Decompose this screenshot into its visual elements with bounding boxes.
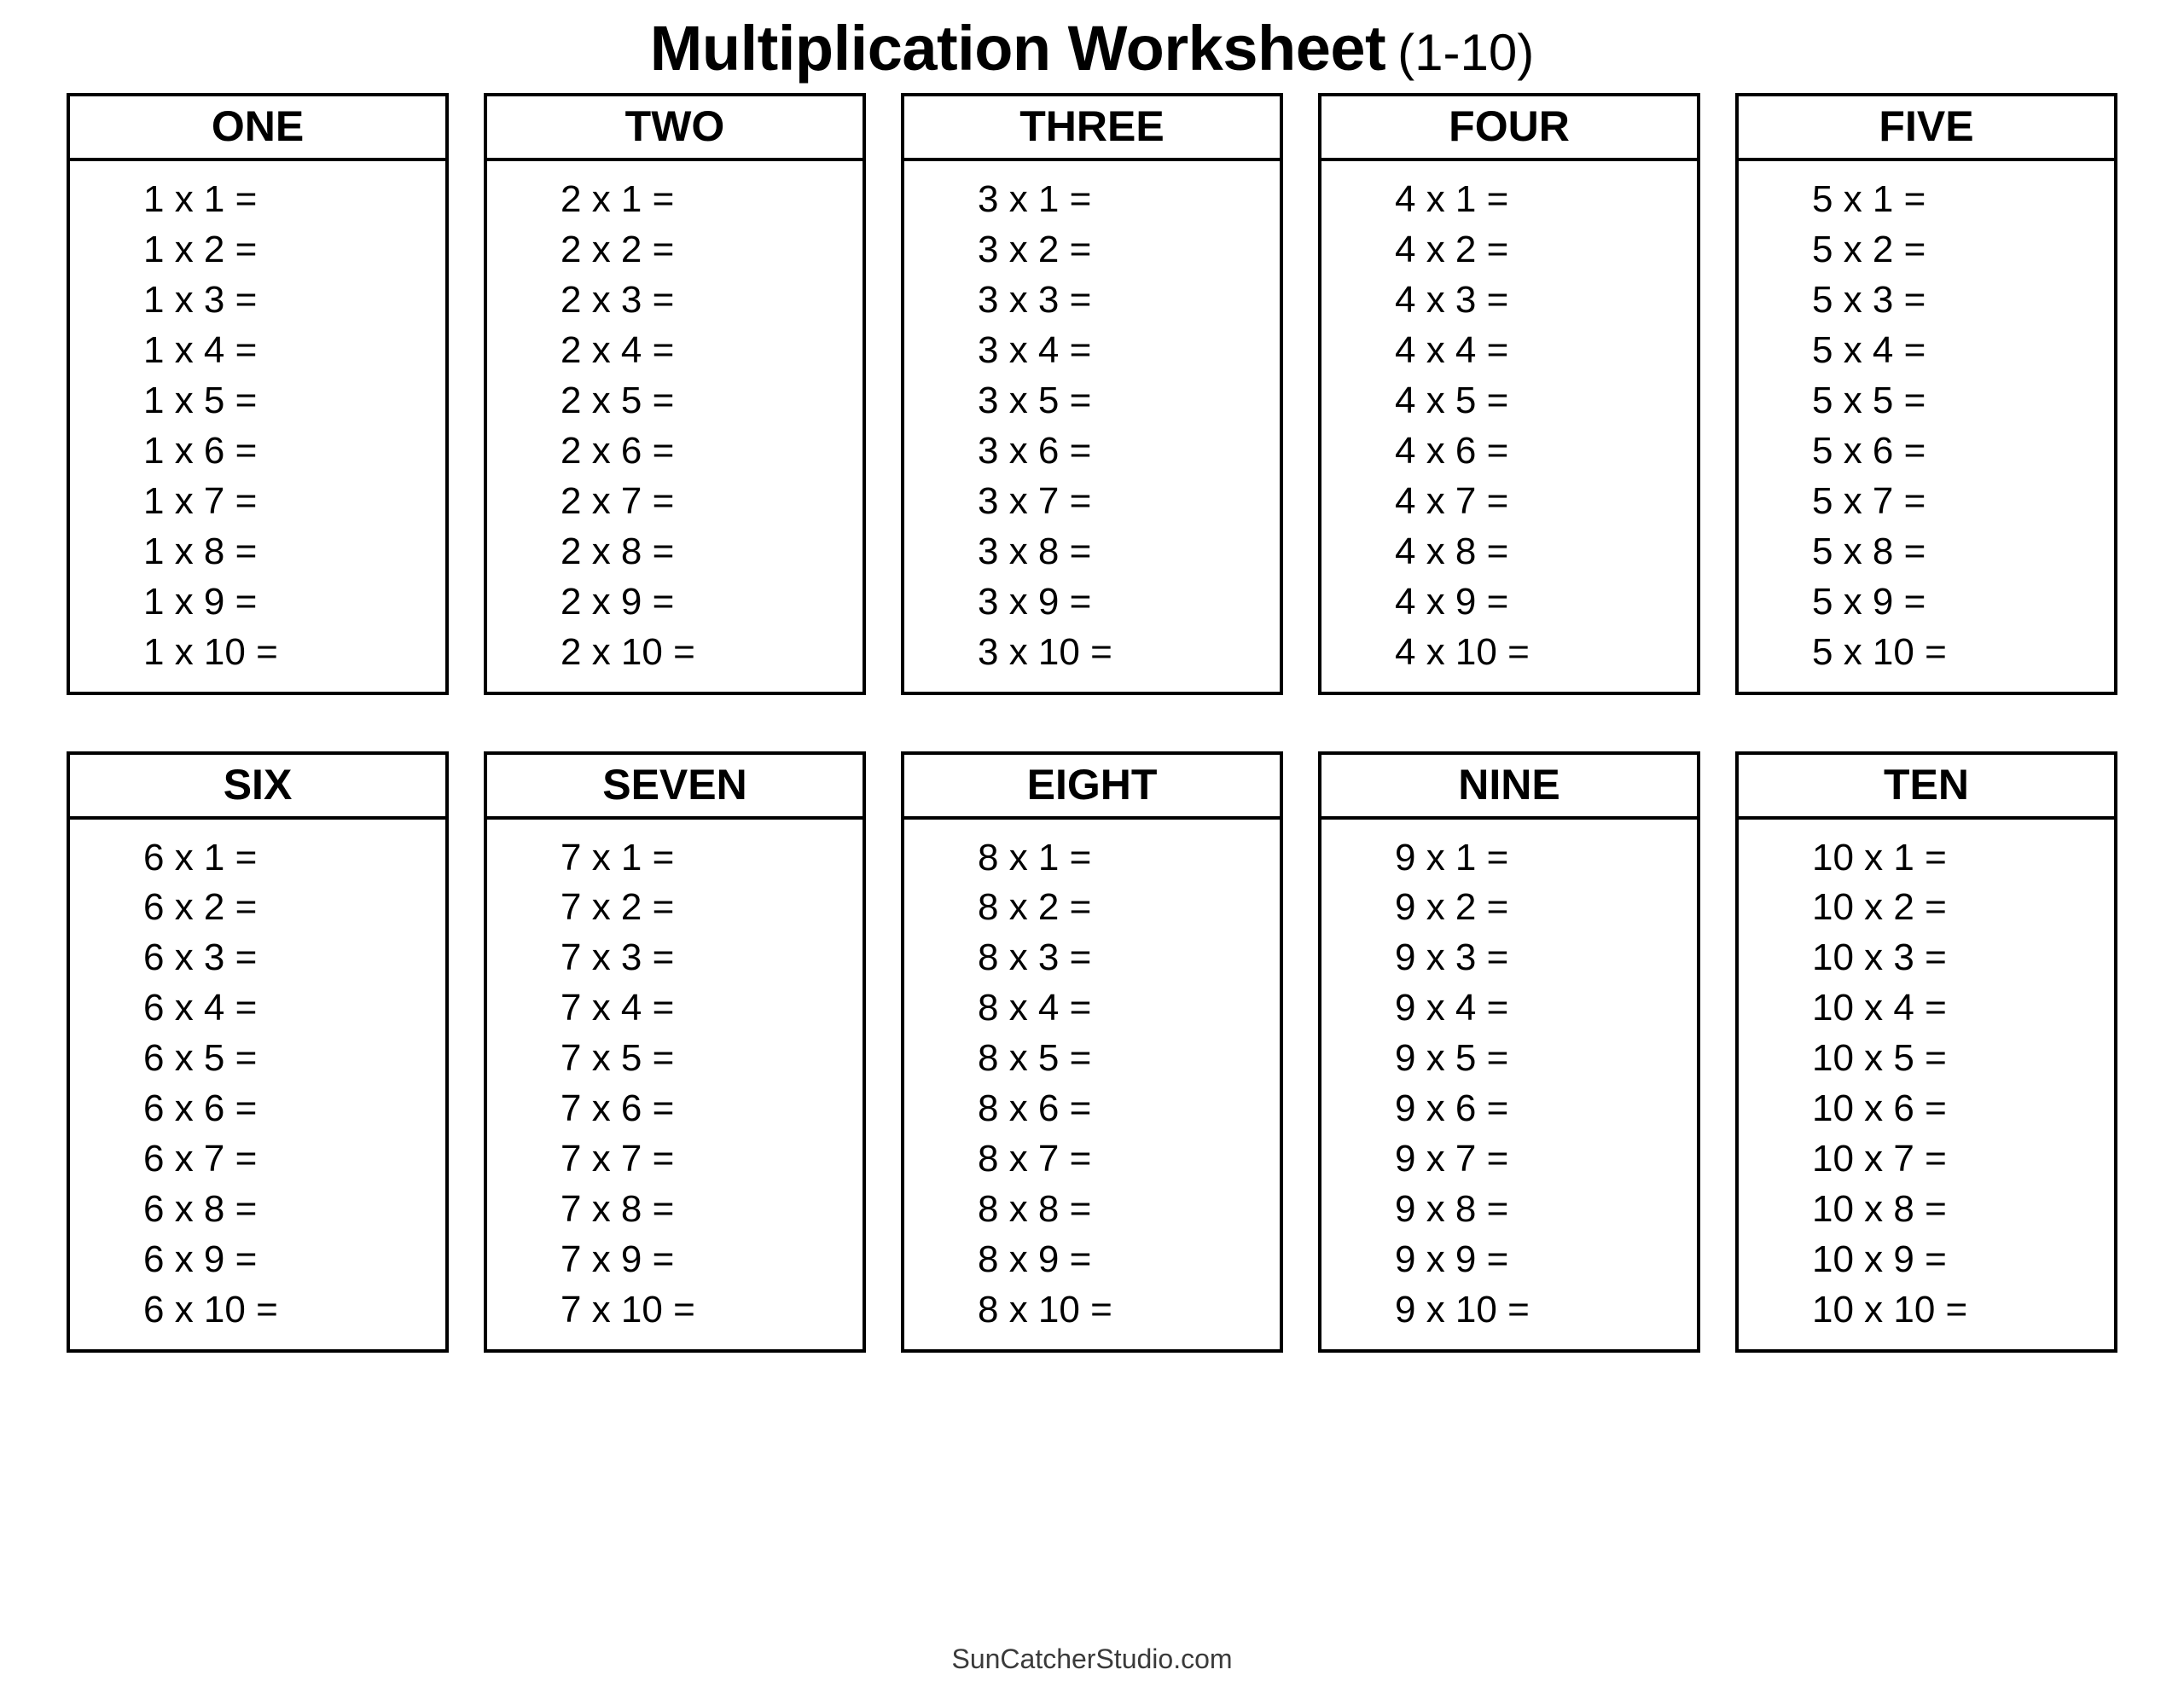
problem-line: 5 x 7 = [1812, 479, 1926, 522]
problem-line: 1 x 2 = [143, 228, 258, 270]
problem-line: 3 x 2 = [978, 228, 1092, 270]
times-table-card [901, 751, 1283, 1354]
problem-line: 7 x 3 = [561, 936, 675, 979]
problem-line: 4 x 7 = [1395, 479, 1509, 522]
problem-line: 5 x 10 = [1812, 630, 1947, 673]
problem-line: 8 x 4 = [978, 987, 1092, 1029]
problem-line: 9 x 2 = [1395, 886, 1509, 929]
problem-line: 9 x 3 = [1395, 936, 1509, 979]
problem-line: 4 x 2 = [1395, 228, 1509, 270]
problem-line: 2 x 4 = [561, 328, 675, 371]
times-table-card [67, 93, 449, 695]
problem-line: 10 x 1 = [1812, 836, 1947, 878]
problem-line: 4 x 9 = [1395, 580, 1509, 623]
problem-line: 5 x 9 = [1812, 580, 1926, 623]
times-table-heading: SEVEN [487, 755, 863, 820]
problem-line: 3 x 6 = [978, 429, 1092, 472]
problem-line: 8 x 5 = [978, 1037, 1092, 1080]
problem-line: 1 x 3 = [143, 278, 258, 321]
problem-line: 9 x 4 = [1395, 987, 1509, 1029]
problem-line: 6 x 8 = [143, 1188, 258, 1231]
problem-line: 2 x 6 = [561, 429, 675, 472]
problem-line: 8 x 10 = [978, 1289, 1112, 1331]
problem-line: 6 x 1 = [143, 836, 258, 878]
problem-line: 1 x 8 = [143, 530, 258, 572]
problem-line: 6 x 2 = [143, 886, 258, 929]
problem-line: 1 x 10 = [143, 630, 278, 673]
times-table-card [1735, 751, 2117, 1354]
problem-line: 8 x 9 = [978, 1238, 1092, 1281]
problem-line: 7 x 7 = [561, 1138, 675, 1180]
problem-line: 10 x 7 = [1812, 1138, 1947, 1180]
problem-line: 4 x 5 = [1395, 379, 1509, 421]
problem-line: 3 x 3 = [978, 278, 1092, 321]
problem-line: 7 x 5 = [561, 1037, 675, 1080]
times-table-body [1321, 161, 1697, 692]
problem-line: 2 x 2 = [561, 228, 675, 270]
times-table-heading: TWO [487, 96, 863, 161]
times-table-body [487, 820, 863, 1350]
times-table-body [487, 161, 863, 692]
problem-line: 4 x 8 = [1395, 530, 1509, 572]
times-table-body [1739, 820, 2114, 1350]
problem-line: 2 x 9 = [561, 580, 675, 623]
times-table-body [70, 161, 445, 692]
problem-line: 1 x 4 = [143, 328, 258, 371]
times-table-card [484, 751, 866, 1354]
tables-container [67, 93, 2117, 1353]
problem-line: 6 x 3 = [143, 936, 258, 979]
problem-line: 6 x 7 = [143, 1138, 258, 1180]
problem-line: 3 x 4 = [978, 328, 1092, 371]
problem-line: 2 x 8 = [561, 530, 675, 572]
problem-line: 6 x 4 = [143, 987, 258, 1029]
times-table-body [1321, 820, 1697, 1350]
problem-line: 4 x 10 = [1395, 630, 1530, 673]
problem-line: 7 x 10 = [561, 1289, 695, 1331]
problem-line: 2 x 10 = [561, 630, 695, 673]
problem-line: 6 x 10 = [143, 1289, 278, 1331]
times-table-heading: NINE [1321, 755, 1697, 820]
problem-line: 5 x 5 = [1812, 379, 1926, 421]
problem-line: 5 x 6 = [1812, 429, 1926, 472]
problem-line: 2 x 1 = [561, 178, 675, 220]
times-table-card [1318, 751, 1700, 1354]
times-table-body [904, 161, 1280, 692]
problem-line: 6 x 6 = [143, 1087, 258, 1130]
problem-line: 3 x 1 = [978, 178, 1092, 220]
times-table-card [67, 751, 449, 1354]
problem-line: 8 x 6 = [978, 1087, 1092, 1130]
problem-line: 10 x 2 = [1812, 886, 1947, 929]
times-table-card [1318, 93, 1700, 695]
problem-line: 7 x 1 = [561, 836, 675, 878]
times-table-heading: THREE [904, 96, 1280, 161]
problem-line: 9 x 8 = [1395, 1188, 1509, 1231]
problem-line: 4 x 4 = [1395, 328, 1509, 371]
times-table-heading: FIVE [1739, 96, 2114, 161]
problem-line: 1 x 5 = [143, 379, 258, 421]
problem-line: 1 x 6 = [143, 429, 258, 472]
problem-line: 6 x 5 = [143, 1037, 258, 1080]
times-table-card [484, 93, 866, 695]
problem-line: 1 x 9 = [143, 580, 258, 623]
problem-line: 3 x 9 = [978, 580, 1092, 623]
times-table-card [901, 93, 1283, 695]
problem-line: 7 x 8 = [561, 1188, 675, 1231]
problem-line: 2 x 3 = [561, 278, 675, 321]
problem-line: 7 x 9 = [561, 1238, 675, 1281]
footer-credit: SunCatcherStudio.com [951, 1644, 1233, 1674]
page-title [67, 0, 2117, 93]
problem-line: 3 x 8 = [978, 530, 1092, 572]
problem-line: 8 x 1 = [978, 836, 1092, 878]
problem-line: 10 x 5 = [1812, 1037, 1947, 1080]
problem-line: 8 x 7 = [978, 1138, 1092, 1180]
problem-line: 10 x 8 = [1812, 1188, 1947, 1231]
problem-line: 3 x 10 = [978, 630, 1112, 673]
times-table-heading: TEN [1739, 755, 2114, 820]
page-title-main: Multiplication Worksheet [649, 13, 1386, 84]
problem-line: 3 x 7 = [978, 479, 1092, 522]
problem-line: 7 x 2 = [561, 886, 675, 929]
problem-line: 4 x 3 = [1395, 278, 1509, 321]
table-row-group [67, 93, 2117, 695]
problem-line: 4 x 6 = [1395, 429, 1509, 472]
problem-line: 1 x 7 = [143, 479, 258, 522]
problem-line: 9 x 7 = [1395, 1138, 1509, 1180]
problem-line: 5 x 8 = [1812, 530, 1926, 572]
times-table-card [1735, 93, 2117, 695]
problem-line: 10 x 3 = [1812, 936, 1947, 979]
times-table-body [70, 820, 445, 1350]
problem-line: 9 x 5 = [1395, 1037, 1509, 1080]
problem-line: 5 x 1 = [1812, 178, 1926, 220]
problem-line: 9 x 6 = [1395, 1087, 1509, 1130]
problem-line: 5 x 3 = [1812, 278, 1926, 321]
problem-line: 7 x 4 = [561, 987, 675, 1029]
times-table-body [1739, 161, 2114, 692]
problem-line: 8 x 2 = [978, 886, 1092, 929]
times-table-heading: EIGHT [904, 755, 1280, 820]
times-table-body [904, 820, 1280, 1350]
problem-line: 8 x 8 = [978, 1188, 1092, 1231]
table-row-group [67, 751, 2117, 1354]
problem-line: 6 x 9 = [143, 1238, 258, 1281]
problem-line: 10 x 9 = [1812, 1238, 1947, 1281]
problem-line: 2 x 7 = [561, 479, 675, 522]
problem-line: 9 x 9 = [1395, 1238, 1509, 1281]
times-table-heading: ONE [70, 96, 445, 161]
problem-line: 7 x 6 = [561, 1087, 675, 1130]
problem-line: 8 x 3 = [978, 936, 1092, 979]
problem-line: 9 x 1 = [1395, 836, 1509, 878]
problem-line: 4 x 1 = [1395, 178, 1509, 220]
problem-line: 10 x 10 = [1812, 1289, 1968, 1331]
problem-line: 5 x 4 = [1812, 328, 1926, 371]
problem-line: 3 x 5 = [978, 379, 1092, 421]
problem-line: 5 x 2 = [1812, 228, 1926, 270]
times-table-heading: FOUR [1321, 96, 1697, 161]
page-title-range: (1-10) [1397, 24, 1535, 81]
problem-line: 10 x 4 = [1812, 987, 1947, 1029]
times-table-heading: SIX [70, 755, 445, 820]
problem-line: 1 x 1 = [143, 178, 258, 220]
problem-line: 9 x 10 = [1395, 1289, 1530, 1331]
problem-line: 2 x 5 = [561, 379, 675, 421]
problem-line: 10 x 6 = [1812, 1087, 1947, 1130]
